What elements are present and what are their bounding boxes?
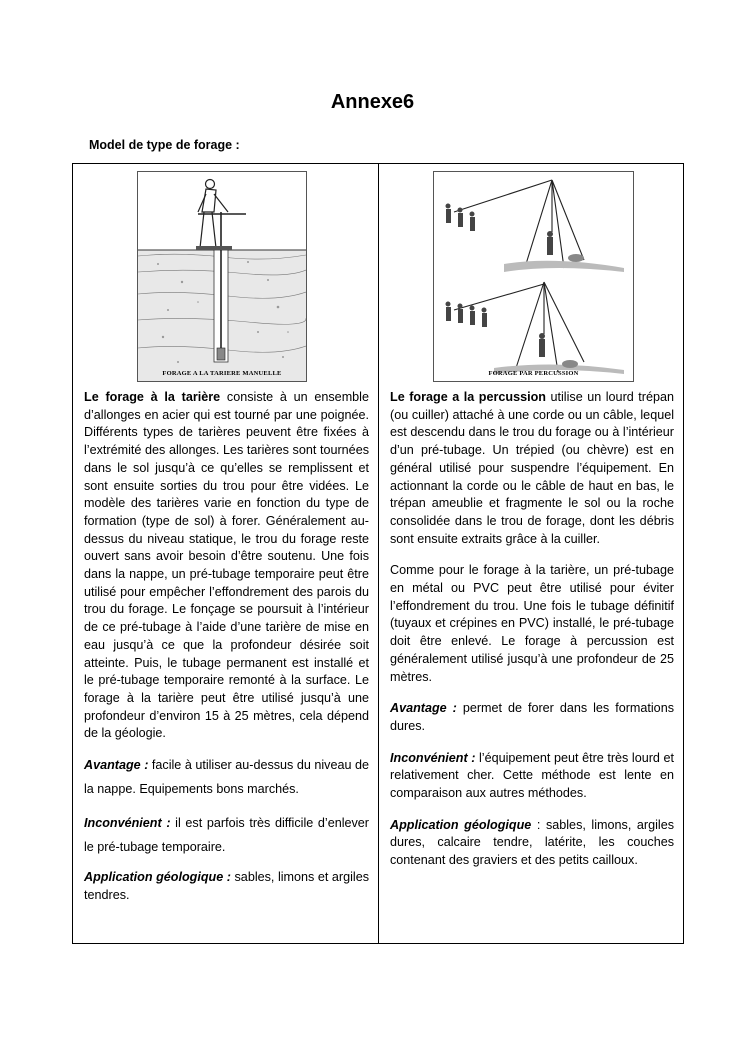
percussion-intro-bold: Le forage a la percussion bbox=[390, 390, 546, 404]
percussion-intro-text: utilise un lourd trépan (ou cuiller) attaché à une corde ou un câble, lequel est descendu dans le trou du forage ou à l’intérieur d’un pré-tubage. Un trépied (ou chèvre) est en général utilisé pour suspendre l’équipement. En actionnant la corde ou le câble de haut en bas, le trépan ameublie et fragmente le sol ou la roche consolidée dans le trou de forage, dont les débris sont ensuite extraits grâce à la cuiller. bbox=[390, 390, 674, 546]
auger-drilling-illustration bbox=[137, 171, 307, 382]
auger-column bbox=[73, 164, 378, 943]
percussion-column bbox=[378, 164, 683, 943]
auger-drilling-drawing bbox=[138, 172, 306, 381]
auger-advantage-text: facile à utiliser au-dessus du niveau de la nappe. Equipements bons marchés. bbox=[84, 758, 369, 797]
percussion-disadvantage-label: Inconvénient : bbox=[390, 750, 476, 765]
auger-geology-text: sables, limons et argiles tendres. bbox=[84, 870, 369, 902]
auger-disadvantage-text: il est parfois très difficile d’enlever le pré-tubage temporaire. bbox=[84, 816, 369, 855]
auger-intro-text: consiste à un ensemble d’allonges en acier qui est tourné par une poignée. Différents types de tarières peuvent être fixées à l’extrémité des allonges. Les tarières sont tournées dans le sol jusqu’à ce qu’elles se remplissent et sont ensuite sorties du trou pour être vidées. Le modèle des tarières varie en fonction du type de formation (type de sol) à forer. Généralement au-dessus du niveau statique, le trou du forage reste ouvert sans avoir besoin d’être soutenu. Une fois dans la nappe, un pré-tubage temporaire peut être utilisé pour empêcher l’effondrement des parois du trou du forage. Le fonçage se poursuit à l’intérieur de ce pré-tubage à l’aide d’une tarière de mise en eau jusqu’à ce que la profondeur désirée soit atteinte. Puis, le tubage permanent est installé et le pré-tubage temporaire remonté à la surface. Le forage à la tarière peut être utilisé jusqu’à une profondeur d’environ 15 à 25 mètres, cela dépend de la géologie. bbox=[84, 390, 369, 741]
percussion-intro-paragraph bbox=[390, 389, 674, 548]
percussion-advantage bbox=[390, 700, 674, 735]
percussion-disadvantage-text: l’équipement peut être très lourd et relativement cher. Cette méthode est lente en comparaison aux autres méthodes. bbox=[390, 750, 674, 801]
auger-advantage bbox=[84, 753, 369, 801]
percussion-advantage-label: Avantage : bbox=[390, 701, 457, 716]
percussion-drilling-drawing bbox=[434, 172, 633, 381]
percussion-advantage-text: permet de forer dans les formations dures. bbox=[390, 701, 674, 733]
percussion-geology-label: Application géologique bbox=[390, 817, 532, 832]
auger-geology bbox=[84, 869, 369, 904]
percussion-disadvantage bbox=[390, 750, 674, 803]
section-subtitle: Model de type de forage : bbox=[89, 138, 240, 152]
drilling-types-table bbox=[72, 163, 684, 944]
percussion-casing-paragraph: Comme pour le forage à la tarière, un pré-tubage en métal ou PVC peut être utilisé pour éviter l’effondrement du trou. Une fois le tubage définitif (tuyaux et crépines en PVC) installé, le pré-tubage doit être enlevé. Le forage à percussion est généralement utilisé jusqu’à une profondeur de 25 mètres. bbox=[390, 563, 674, 684]
auger-intro-paragraph bbox=[84, 389, 369, 743]
auger-advantage-label: Avantage : bbox=[84, 758, 149, 773]
percussion-geology bbox=[390, 817, 674, 870]
percussion-geology-text: : sables, limons, argiles dures, calcaire tendre, latérite, les couches contenant des graviers et des petits cailloux. bbox=[390, 817, 674, 868]
percussion-figure-caption: FORAGE PAR PERCUSSION bbox=[488, 370, 579, 377]
auger-intro-bold: Le forage à la tarière bbox=[84, 390, 221, 404]
page-title: Annexe6 bbox=[330, 91, 415, 113]
auger-disadvantage bbox=[84, 811, 369, 859]
auger-disadvantage-label: Inconvénient : bbox=[84, 816, 171, 831]
percussion-drilling-illustration bbox=[433, 171, 634, 382]
percussion-description bbox=[390, 389, 674, 880]
auger-description bbox=[84, 389, 369, 914]
auger-geology-label: Application géologique : bbox=[84, 870, 231, 885]
auger-figure-caption: FORAGE A LA TARIERE MANUELLE bbox=[162, 370, 282, 377]
